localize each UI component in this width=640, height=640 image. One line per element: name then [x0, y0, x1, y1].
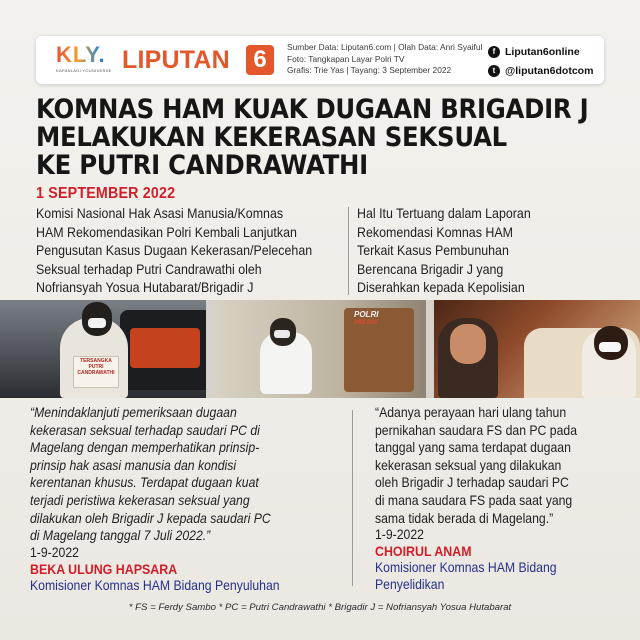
photo-man-face: [450, 324, 486, 364]
photo-sign-text: [75, 358, 117, 376]
summary-right-line: Terkait Kasus Pembunuhan: [357, 243, 509, 258]
quote-left-line: terjadi peristiwa kekerasan seksual yang: [30, 492, 250, 508]
quote-left-date: 1-9-2022: [30, 545, 79, 560]
photo-car-door: [130, 328, 200, 368]
quote-divider: [352, 410, 353, 586]
quote-right-line: sama tidak berada di Magelang.”: [375, 510, 554, 526]
quote-right-role-line-1: Komisioner Komnas HAM Bidang: [375, 560, 557, 575]
quote-left-line: prinsip hak asasi manusia dan kondisi: [30, 457, 237, 473]
event-date: 1 SEPTEMBER 2022: [36, 185, 176, 202]
quote-left-line: “Menindaklanjuti pemeriksaan dugaan: [30, 405, 237, 420]
kly-logo-mark: KLY.: [56, 44, 118, 66]
kly-logo: [56, 44, 118, 76]
quote-right-date: 1-9-2022: [375, 527, 424, 542]
headline: [36, 94, 589, 181]
summary-right-line: Berencana Brigadir J yang: [357, 261, 504, 277]
liputan6-logo-badge: 6: [246, 45, 274, 75]
quote-left: [30, 404, 318, 545]
facebook-icon: f: [488, 46, 500, 58]
credit-graphic: Grafis: Trie Yas | Tayang: 3 September 2022: [287, 65, 452, 75]
summary-left-line: Pengusutan Kasus Dugaan Kekerasan/Pelecehan: [36, 243, 313, 258]
facebook-handle: Liputan6online: [505, 45, 580, 58]
summary-right: [357, 205, 600, 298]
quote-right-line: oleh Brigadir J terhadap saudari PC: [375, 475, 569, 491]
summary-right-line: Rekomendasi Komnas HAM: [357, 224, 513, 240]
quote-left-name: BEKA ULUNG HAPSARA: [30, 562, 178, 577]
photo-polri-label: POLRI: [354, 310, 379, 319]
headline-line-2: MELAKUKAN KEKERASAN SEKSUAL: [36, 122, 507, 153]
photo-person-mask: [88, 318, 106, 328]
twitter-handle: @liputan6dotcom: [505, 64, 594, 77]
summary-right-line: Diserahkan kepada Kepolisian: [357, 280, 525, 295]
summary-left-line: HAM Rekomendasikan Polri Kembali Lanjutkan: [36, 224, 297, 240]
summary-left-line: Komisi Nasional Hak Asasi Manusia/Komnas: [36, 206, 284, 221]
quote-right-line: pernikahan saudara FS dan PC pada: [375, 422, 578, 438]
quote-left-line: di Magelang tanggal 7 Juli 2022.”: [30, 528, 211, 544]
photo-reconstruction: [214, 300, 426, 398]
sign-line: TERSANGKA: [80, 358, 112, 364]
credit-photo: Foto: Tangkapan Layar Polri TV: [287, 53, 405, 64]
quote-right: [375, 404, 609, 527]
quote-left-role: Komisioner Komnas HAM Bidang Penyuluhan: [30, 578, 280, 593]
summary-divider: [348, 207, 349, 295]
credits-block: [287, 42, 517, 77]
quote-left-line: Magelang dengan memperhatikan prinsip-: [30, 440, 260, 456]
quote-right-name: CHOIRUL ANAM: [375, 544, 472, 559]
summary-right-line: Hal Itu Tertuang dalam Laporan: [357, 206, 531, 221]
kly-logo-subtitle: KAPANLAGI YOUNIVERSE: [56, 68, 112, 73]
summary-left: [36, 205, 333, 298]
photo-presisi-label: PRESISI: [354, 320, 378, 326]
sign-line: CANDRAWATHI: [77, 370, 115, 376]
credit-source: Sumber Data: Liputan6.com | Olah Data: Anri Syaiful: [287, 42, 483, 52]
header-bar: [36, 36, 604, 84]
headline-line-1: KOMNAS HAM KUAK DUGAAN BRIGADIR J: [36, 94, 589, 125]
headline-line-3: KE PUTRI CANDRAWATHI: [36, 150, 368, 181]
summary-left-line: Seksual terhadap Putri Candrawathi oleh: [36, 261, 262, 277]
social-links: [488, 43, 630, 81]
quote-left-line: kekerasan seksual terhadap saudari PC di: [30, 422, 260, 438]
sign-line: PUTRI: [88, 364, 104, 370]
quote-right-line: di mana saudara FS pada saat yang: [375, 492, 573, 508]
twitter-icon: t: [488, 65, 500, 77]
twitter-link[interactable]: [488, 62, 630, 79]
quote-right-line: “Adanya perayaan hari ulang tahun: [375, 405, 567, 420]
quote-left-line: kerentanan khusus. Terdapat dugaan kuat: [30, 475, 259, 491]
photo-strip: [0, 300, 640, 398]
quote-right-line: kekerasan seksual yang dilakukan: [375, 457, 562, 473]
liputan6-logo-text: LIPUTAN: [122, 46, 230, 74]
quote-right-role-line-2: Penyelidikan: [375, 577, 445, 592]
photo-woman-mask: [599, 342, 621, 352]
summary-left-line: Nofriansyah Yosua Hutabarat/Brigadir J: [36, 280, 254, 295]
facebook-link[interactable]: [488, 43, 630, 60]
footnote: * FS = Ferdy Sambo * PC = Putri Candrawathi * Brigadir J = Nofriansyah Yosua Hutabarat: [128, 602, 512, 613]
photo-scene: [434, 300, 640, 398]
photo-person-mask: [274, 330, 290, 338]
quote-right-line: tanggal yang sama terdapat dugaan: [375, 440, 571, 456]
photo-putri-candrawathi: [0, 300, 206, 398]
quote-left-line: dilakukan oleh Brigadir J kepada saudari PC: [30, 510, 271, 526]
